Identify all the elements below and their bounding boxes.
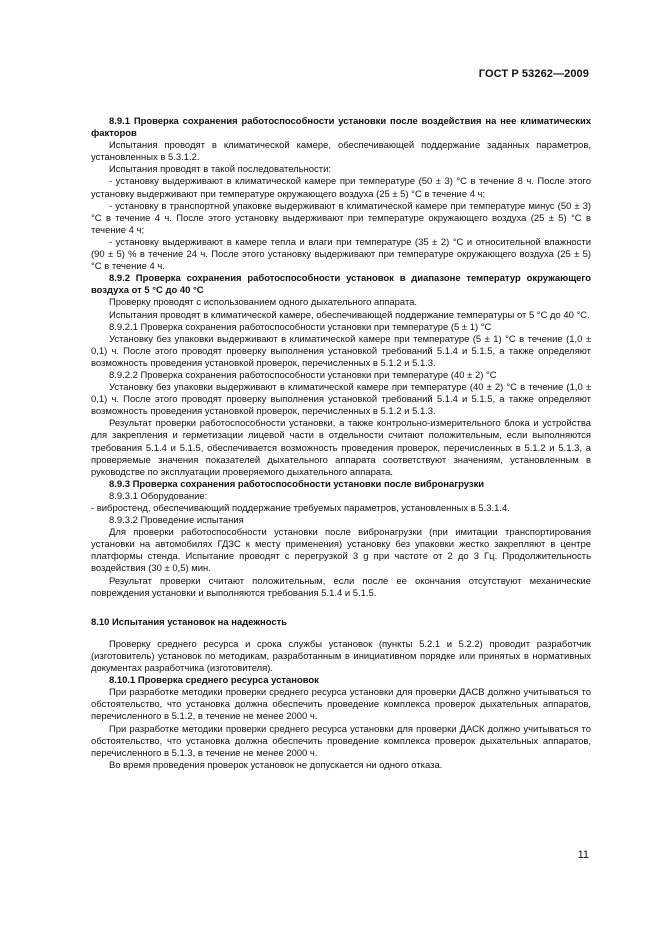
paragraph: Установку без упаковки выдерживают в климатической камере при температуре (40 ± 2) °С в течение (1,0 ± 0,1) ч. После этого проводят проверку выполнения установкой требований 5.1.4 и 5.1.5, а также определяют возможность проведения установкой проверок, перечисленных в 5.1.2 и 5.1.3. [91, 382, 591, 418]
page-number: 11 [577, 849, 589, 861]
list-item: - установку в транспортной упаковке выдерживают в климатической камере при температуре минус (50 ± 3) °С в течение 4 ч. После этого установку выдерживают при температуре окружающего воздуха (25 ± 5) °С в течение 4 ч; [91, 200, 591, 236]
subheading-8-9-2-2: 8.9.2.2 Проверка сохранения работоспособности установки при температуре (40 ± 2) °С [109, 369, 497, 381]
list-item: - вибростенд, обеспечивающий поддержание требуемых параметров, установленных в 5.3.1.4. [91, 503, 510, 514]
heading-8-9-3: 8.9.3 Проверка сохранения работоспособности установки после вибронагрузки [109, 478, 485, 490]
paragraph: Испытания проводят в такой последовательности: [109, 164, 331, 176]
heading-8-9-2: 8.9.2 Проверка сохранения работоспособности установок в диапазоне температур окружающего воздуха от 5 °С до 40 °С [91, 273, 591, 297]
subheading-8-9-2-1: 8.9.2.1 Проверка сохранения работоспособности установки при температуре (5 ± 1) °С [109, 321, 492, 333]
paragraph: Проверку среднего ресурса и срока службы установок (пункты 5.2.1 и 5.2.2) проводит разработчик (изготовитель) установок по методикам, разработанным в инициативном порядке или принятых в нормативных документах разработчика (изготовителя). [91, 638, 591, 675]
section-heading-8-10: 8.10 Испытания установок на надежность [91, 616, 288, 628]
document-body [91, 116, 591, 772]
paragraph: Испытания проводят в климатической камере, обеспечивающей поддержание заданных параметров, установленных в 5.3.1.2. [91, 140, 591, 164]
heading-8-10-1: 8.10.1 Проверка среднего ресурса установок [109, 675, 319, 687]
paragraph: Результат проверки считают положительным, если после ее окончания отсутствуют механические повреждения установки и выполняются требования 5.1.4 и 5.1.5. [91, 575, 591, 599]
paragraph: Установку без упаковки выдерживают в климатической камере при температуре (5 ± 1) °С в течение (1,0 ± 0,1) ч. После этого проводят проверку выполнения установкой требований 5.1.4 и 5.1.5, а также определяют возможность проведения установкой проверок, перечисленных в 5.1.2 и 5.1.3. [91, 333, 591, 369]
paragraph: Результат проверки работоспособности установки, а также контрольно-измерительного блока и устройства для закрепления и герметизации лицевой части в отдельности считают положительным, если выполняются требования 5.1.4 и 5.1.5, обеспечивается возможность проведения проверок, перечисленных в 5.1.2 и 5.1.3, а проверяемые значения показателей дыхательного аппарата соответствуют значениям, установленным в руководстве по эксплуатации проверяемого дыхательного аппарата. [91, 418, 591, 478]
paragraph: Испытания проводят в климатической камере, обеспечивающей поддержание температуры от 5 °С до 40 °С. [109, 309, 590, 321]
paragraph: Во время проведения проверок установок не допускается ни одного отказа. [109, 759, 443, 771]
subheading-8-9-3-1: 8.9.3.1 Оборудование: [109, 490, 208, 502]
paragraph: При разработке методики проверки среднего ресурса установки для проверки ДАСК должно учитываться то обстоятельство, что установка должна обеспечить проведение комплекса проверок дыхательных аппаратов, перечисленного в 5.1.3, в течение не менее 2000 ч. [91, 723, 591, 759]
subheading-8-9-3-2: 8.9.3.2 Проведение испытания [109, 515, 244, 527]
list-item: - установку выдерживают в камере тепла и влаги при температуре (35 ± 2) °С и относительной влажности (90 ± 5) % в течение 24 ч. После этого установку выдерживают при температуре окружающего воздуха (25 ± 5) °С в течение 4 ч. [91, 236, 591, 273]
document-header: ГОСТ Р 53262—2009 [478, 68, 589, 80]
heading-8-9-1: 8.9.1 Проверка сохранения работоспособности установки после воздействия на нее климатических факторов [91, 116, 591, 140]
paragraph: Проверку проводят с использованием одного дыхательного аппарата. [109, 297, 418, 309]
list-item: - установку выдерживают в климатической камере при температуре (50 ± 3) °С в течение 8 ч. После этого установку выдерживают при температуре окружающего воздуха (25 ± 5) °С в течение 4 ч; [91, 176, 591, 200]
paragraph: При разработке методики проверки среднего ресурса установки для проверки ДАСВ должно учитываться то обстоятельство, что установка должна обеспечить проведение комплекса проверок дыхательных аппаратов, перечисленного в 5.1.2, в течение не менее 2000 ч. [91, 687, 591, 723]
paragraph: Для проверки работоспособности установки после вибронагрузки (при имитации транспортирования установки на автомобилях ГДЗС к месту применения) установку без упаковки жестко закрепляют в центре платформы стенда. Испытание проводят с перегрузкой 3 g при частоте от 2 до 3 Гц. Продолжительность воздействия (30 ± 0,5) мин. [91, 527, 591, 575]
